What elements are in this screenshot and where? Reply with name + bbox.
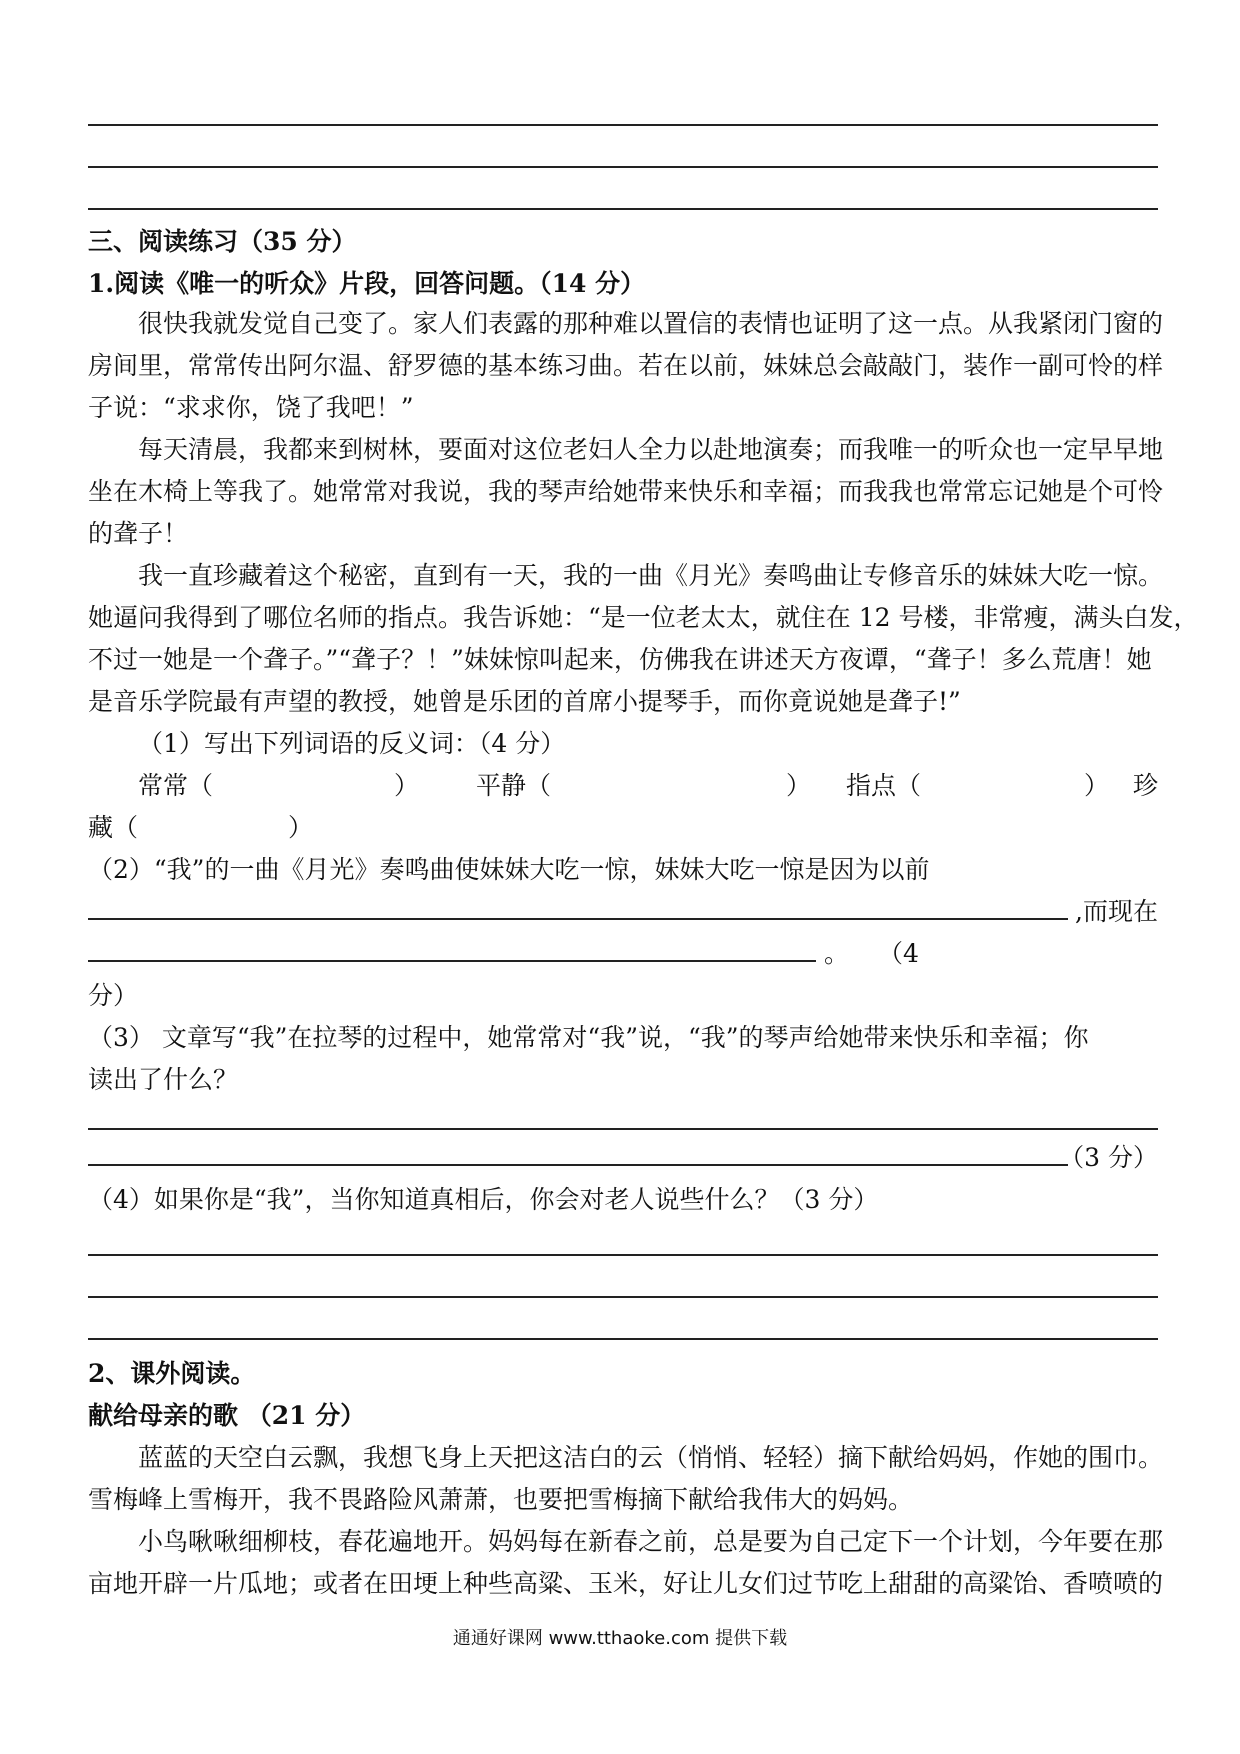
passage-line: 子说：“求求你，饶了我吧！” (88, 393, 414, 422)
answer-line[interactable] (88, 1128, 1158, 1130)
question-heading: 1.阅读《唯一的听众》片段，回答问题。（14 分） (88, 269, 646, 298)
passage-line: 雪梅峰上雪梅开，我不畏路险风萧萧，也要把雪梅摘下献给我伟大的妈妈。 (88, 1485, 914, 1514)
answer-line[interactable] (88, 1296, 1158, 1298)
passage-line: 她逼问我得到了哪位名师的指点。我告诉她：“是一位老太太，就住在 12 号楼，非常瘦，满头白发， (88, 603, 1199, 632)
fill-blank[interactable] (88, 936, 816, 962)
antonym-close: ） (786, 771, 812, 800)
answer-line (88, 208, 1158, 210)
antonym-item: 平静（ (476, 771, 552, 800)
antonym-close: ） (1084, 771, 1110, 800)
passage-line: 每天清晨，我都来到树林，要面对这位老妇人全力以赴地演奏；而我唯一的听众也一定早早地 (138, 435, 1164, 464)
score-label: （3 分） (1059, 1143, 1158, 1172)
sub-question-1: （1）写出下列词语的反义词：（4 分） (138, 729, 566, 758)
fill-end: 。 (823, 939, 849, 968)
sub-question-4: （4）如果你是“我”，当你知道真相后，你会对老人说些什么？（3 分） (88, 1185, 879, 1214)
answer-line (88, 166, 1158, 168)
answer-line[interactable] (88, 1338, 1158, 1340)
antonym-item: 常常（ (138, 771, 214, 800)
score-label: （4 (878, 939, 919, 968)
passage-line: 的聋子！ (88, 519, 189, 548)
passage-line: 房间里，常常传出阿尔温、舒罗德的基本练习曲。若在以前，妹妹总会敲敲门，装作一副可怜的样 (88, 351, 1164, 380)
fill-connector: ,而现在 (1075, 897, 1158, 926)
section-heading: 三、阅读练习（35 分） (88, 227, 357, 256)
passage-line: 是音乐学院最有声望的教授，她曾是乐团的首席小提琴手，而你竟说她是聋子!” (88, 687, 961, 716)
sub-question-3-cont: 读出了什么？ (88, 1065, 239, 1094)
antonym-item: 藏（ (88, 813, 139, 842)
footer-credit: 通通好课网 www.tthaoke.com 提供下载 (452, 1628, 788, 1649)
passage-line: 我一直珍藏着这个秘密，直到有一天，我的一曲《月光》奏鸣曲让专修音乐的妹妹大吃一惊。 (138, 561, 1164, 590)
passage-line: 不过一她是一个聋子。”“聋子？！”妹妹惊叫起来，仿佛我在讲述天方夜谭，“聋子！多么荒唐！她 (88, 645, 1152, 674)
antonym-close: ） (394, 771, 420, 800)
passage-line: 小鸟啾啾细柳枝，春花遍地开。妈妈每在新春之前，总是要为自己定下一个计划，今年要在那 (138, 1527, 1164, 1556)
section-heading: 2、课外阅读。 (88, 1359, 256, 1388)
antonym-item: 指点（ (846, 771, 922, 800)
fill-blank[interactable] (88, 894, 1068, 920)
fill-row (88, 934, 1158, 974)
sub-question-3: （3） 文章写“我”在拉琴的过程中，她常常对“我”说，“我”的琴声给她带来快乐和幸福；你 (88, 1023, 1089, 1052)
passage-line: 坐在木椅上等我了。她常常对我说，我的琴声给她带来快乐和幸福；而我我也常常忘记她是个可怜 (88, 477, 1164, 506)
answer-line[interactable] (88, 1254, 1158, 1256)
answer-blank[interactable] (88, 1140, 1068, 1166)
fill-row (88, 892, 1158, 932)
score-label: 分） (88, 981, 139, 1010)
answer-line (88, 124, 1158, 126)
antonym-item: 珍 (1133, 771, 1159, 800)
passage-line: 蓝蓝的天空白云飘，我想飞身上天把这洁白的云（悄悄、轻轻）摘下献给妈妈，作她的围巾。 (138, 1443, 1164, 1472)
passage-title: 献给母亲的歌 （21 分） (88, 1401, 366, 1430)
sub-question-2: （2）“我”的一曲《月光》奏鸣曲使妹妹大吃一惊，妹妹大吃一惊是因为以前 (88, 855, 930, 884)
antonym-close: ） (288, 813, 314, 842)
answer-row (88, 1138, 1158, 1178)
passage-line: 很快我就发觉自己变了。家人们表露的那种难以置信的表情也证明了这一点。从我紧闭门窗的 (138, 309, 1164, 338)
passage-line: 亩地开辟一片瓜地；或者在田埂上种些高粱、玉米，好让儿女们过节吃上甜甜的高粱饴、香喷喷的 (88, 1569, 1164, 1598)
